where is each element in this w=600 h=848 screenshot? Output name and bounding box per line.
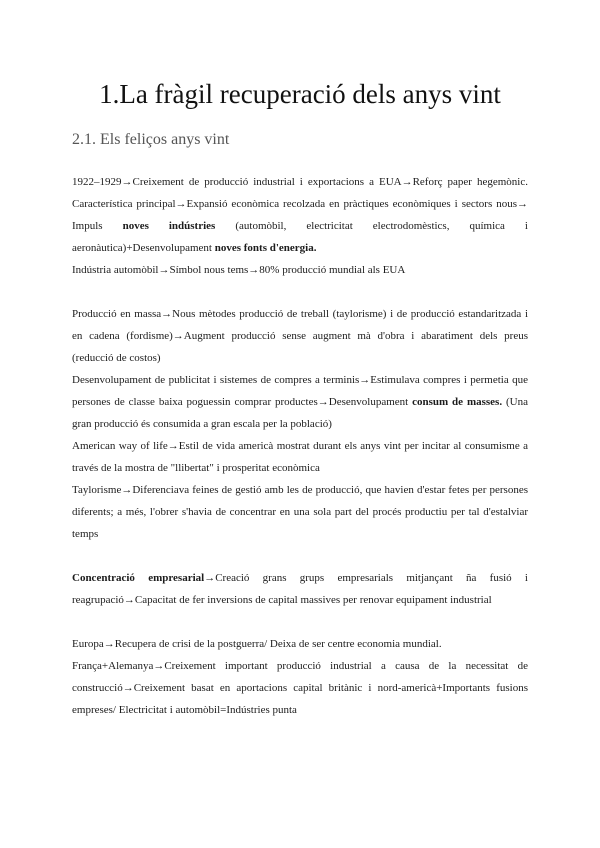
paragraph-mass-production: Producció en massa→Nous mètodes producció de treball (taylorisme) i de producció estandaritzada i en cadena (fordisme)→Augment producció sense augment mà d'obra i abaratiment dels preus (reducció de costos) bbox=[72, 308, 528, 364]
p1-text-c: (automòbil, electricitat electrodomèstics, química i aeronàutica)+Desenvolupament bbox=[72, 220, 528, 254]
paragraph-advertising bbox=[72, 369, 528, 435]
paragraph-france-germany: França+Alemanya→Creixement important producció industrial a causa de la necessitat de construcció→Creixement basat en aportacions capital britànic i nord-americà+Importants fusions empreses/ Electricitat i automòbil=Indústries punta bbox=[72, 660, 528, 716]
p1-text-a: 1922–1929→Creixement de producció industrial i exportacions a EUA→Reforç paper hegemònic. Característica principal→Expansió econòmica recolzada en pràctiques econòmiques i sectors nous→ Impuls bbox=[72, 176, 528, 232]
document-body bbox=[72, 171, 528, 721]
p2-advertising-text: Desenvolupament de publicitat i sistemes de compres a terminis→Estimulava compres i permetia que persones de classe baixa poguessin comprar productes→Desenvolupament bbox=[72, 374, 528, 408]
page-title: 1.La fràgil recuperació dels anys vint bbox=[99, 79, 501, 109]
paragraph-1 bbox=[72, 171, 528, 259]
paragraph-business-concentration bbox=[72, 567, 528, 611]
p1-bold-energy-sources: noves fonts d'energia. bbox=[214, 242, 317, 254]
p2-bold-mass-consumption: consum de masses. bbox=[412, 396, 503, 408]
p1-bold-new-industries: noves indústries bbox=[122, 220, 216, 232]
p3-bold-concentration: Concentració empresarial bbox=[72, 572, 205, 584]
p2-advertising-end: (Una gran producció és consumida a gran escala per la població) bbox=[72, 396, 528, 430]
paragraph-american-way: American way of life→Estil de vida americà mostrat durant els anys vint per incitar al consumisme a través de la mostra de "llibertat" i prosperitat econòmica bbox=[72, 440, 528, 474]
paragraph-europe: Europa→Recupera de crisi de la postguerra/ Deixa de ser centre economia mundial. bbox=[72, 638, 442, 650]
p3-text: →Creació grans grups empresarials mitjançant ña fusió i reagrupació→Capacitat de fer inversions de capital massives per renovar equipament industrial bbox=[72, 572, 528, 606]
paragraph-taylorism: Taylorisme→Diferenciava feines de gestió amb les de producció, que havien d'estar fetes per persones diferents; a més, l'obrer s'havia de concentrar en una sola part del procés productiu per tal d'estalviar temps bbox=[72, 484, 528, 540]
paragraph-1-line-automobile: Indústria automòbil→Símbol nous tems→80% producció mundial als EUA bbox=[72, 264, 406, 276]
section-subtitle: 2.1. Els feliços anys vint bbox=[72, 131, 230, 148]
